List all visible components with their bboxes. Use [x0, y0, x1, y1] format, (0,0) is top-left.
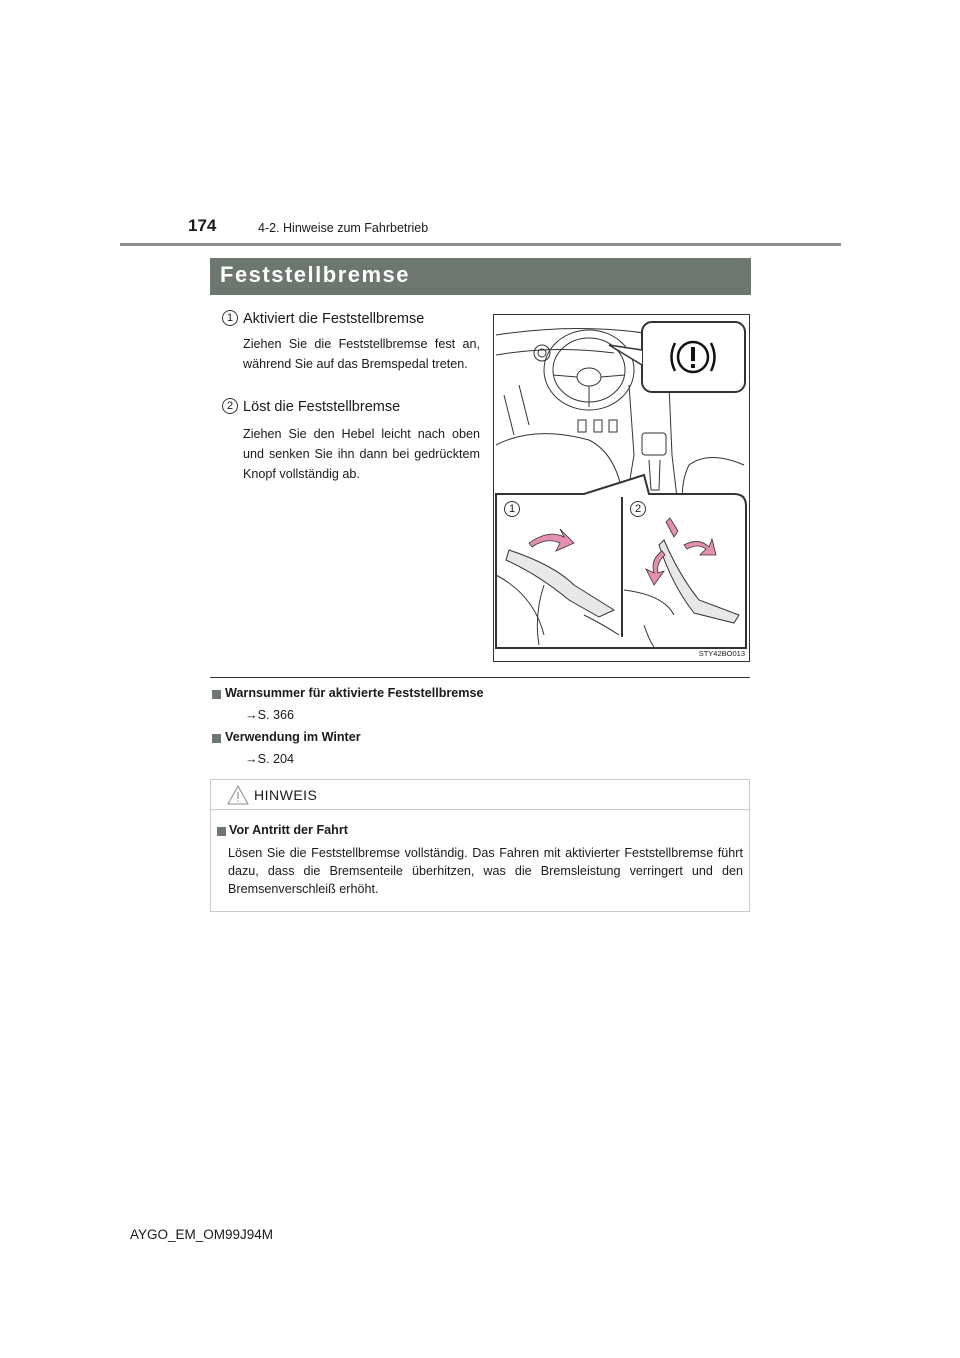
step-1-number: 1 [222, 310, 238, 326]
note-1-ref: →S. 366 [245, 708, 295, 722]
page-number: 174 [188, 216, 217, 235]
figure-code: STY42BO013 [698, 649, 745, 658]
warning-label: HINWEIS [254, 787, 318, 803]
step-2-heading: Löst die Feststellbremse [243, 399, 401, 415]
notes-rule [210, 677, 750, 678]
header-rule [120, 243, 841, 246]
warning-separator [211, 809, 749, 810]
step-1-heading: Aktiviert die Feststellbremse [243, 311, 425, 327]
page-title: Feststellbremse [220, 262, 411, 287]
step-1-text: Ziehen Sie die Feststellbremse fest an, während Sie auf das Bremspedal treten. [243, 337, 480, 371]
note-2-title: Verwendung im Winter [225, 730, 361, 744]
document-code: AYGO_EM_OM99J94M [130, 1227, 274, 1242]
note-2-ref: →S. 204 [245, 752, 295, 766]
step-2-number: 2 [222, 398, 238, 414]
parking-brake-figure [493, 314, 750, 662]
note-bullet-icon [212, 734, 221, 743]
note-bullet-icon [212, 690, 221, 699]
warning-box [210, 779, 750, 912]
section-title: 4-2. Hinweise zum Fahrbetrieb [258, 221, 429, 235]
warning-bullet-icon [217, 827, 226, 836]
parking-brake-illustration [494, 315, 749, 661]
warning-triangle-icon [227, 785, 249, 805]
note-1-title: Warnsummer für aktivierte Feststellbremse [225, 686, 484, 700]
warning-item-title: Vor Antritt der Fahrt [229, 823, 348, 837]
figure-callout-1: 1 [504, 501, 520, 517]
figure-callout-2: 2 [630, 501, 646, 517]
warning-text: Lösen Sie die Feststellbremse vollständig. Das Fahren mit aktivierter Feststellbremse führt dazu, dass die Bremsenteile überhitzen, was die Bremsleistung verringert und den Bremsenverschleiß erhöht. [228, 846, 743, 896]
title-bar [210, 258, 751, 295]
step-2-text: Ziehen Sie den Hebel leicht nach oben und senken Sie ihn dann bei gedrücktem Knopf vollständig ab. [243, 427, 480, 481]
